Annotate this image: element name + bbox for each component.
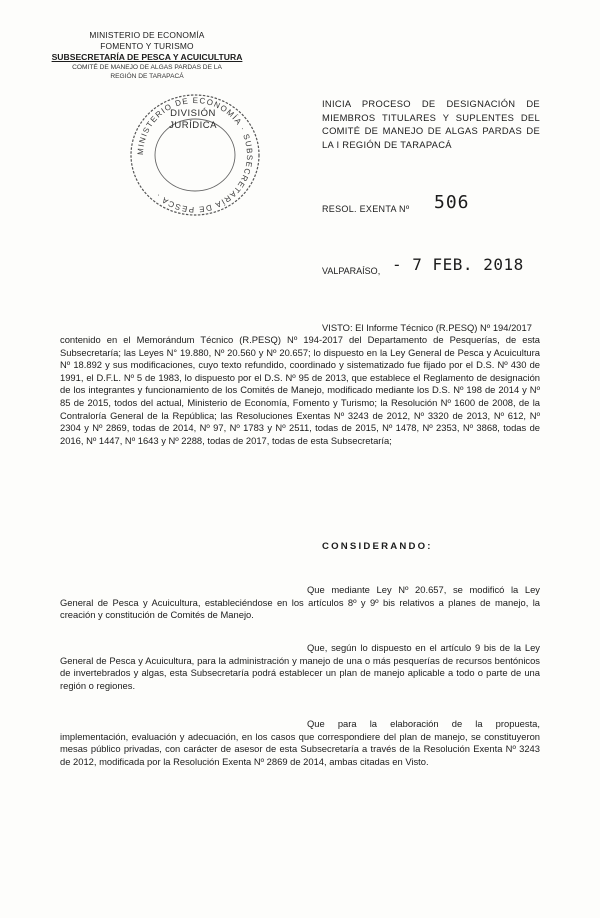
header-committee: COMITÉ DE MANEJO DE ALGAS PARDAS DE LA <box>72 64 222 71</box>
header-subsecretariat: SUBSECRETARÍA DE PESCA Y ACUICULTURA <box>51 52 243 62</box>
division-stamp-seal <box>120 80 270 230</box>
document-title: INICIA PROCESO DE DESIGNACIÓN DE MIEMBROS TITULARES Y SUPLENTES DEL COMITÉ DE MANEJO DE ALGAS PARDAS DE LA I REGIÓN DE TARAPACÁ <box>322 98 540 150</box>
stamp-center-text <box>158 108 228 132</box>
resolution-number: 506 <box>434 192 470 213</box>
considerando-heading: CONSIDERANDO: <box>322 541 433 552</box>
stamp-division: DIVISIÓN <box>170 108 216 119</box>
visto-first-line: VISTO: El Informe Técnico (R.PESQ) Nº 194/2017 <box>322 322 532 333</box>
considerando-paragraph: Que para la elaboración de la propuesta, implementación, evaluación y adecuación, en los casos que correspondiere del plan de manejo, se constituyeron mesas público privadas, con carácter de asesor de esta Subsecretaría a través de la Resolución Exenta Nº 3243 de 2012, modificada por la Resolución Exenta Nº 2869 de 2014, ambas citadas en Visto. <box>60 718 540 767</box>
ministry-header <box>42 30 252 81</box>
considerando-paragraph: Que mediante Ley Nº 20.657, se modificó la Ley General de Pesca y Acuicultura, estableciéndose en los artículos 8º y 9º bis relativos a planes de manejo, la creación y constitución de Comités de Manejo. <box>60 584 540 621</box>
header-ministry: MINISTERIO DE ECONOMÍA <box>89 30 205 40</box>
header-ministry-sub: FOMENTO Y TURISMO <box>100 41 194 51</box>
place: VALPARAÍSO, <box>322 266 381 276</box>
header-region: REGIÓN DE TARAPACÁ <box>110 73 184 80</box>
stamp-juridica: JURÍDICA <box>169 120 217 131</box>
date-stamp: - 7 FEB. 2018 <box>392 255 524 274</box>
visto-paragraph: contenido en el Memorándum Técnico (R.PESQ) Nº 194-2017 del Departamento de Pesquerías, de esta Subsecretaría; las Leyes N° 19.880, Nº 20.560 y Nº 20.657; lo dispuesto en la Ley General de Pesca y Acuicultura Nº 18.892 y sus modificaciones, cuyo texto refundido, coordinado y sistematizado fue fijado por el D.S. Nº 430 de 1991, el D.F.L. Nº 5 de 1983, lo dispuesto por el D.S. Nº 95 de 2013, que establece el Reglamento de designación de los integrantes y funcionamiento de los Comités de Manejo, modificado mediante los D.S. Nº 198 de 2014 y Nº 85 de 2015, todos del actual, Ministerio de Economía, Fomento y Turismo; la Resolución Nº 1600 de 2008, de la Contraloría General de la República; las Resoluciones Exentas Nº 3243 de 2012, Nº 3320 de 2013, Nº 612, Nº 2304 y Nº 2869, todas de 2014, Nº 97, Nº 1783 y Nº 2511, todas de 2015, Nº 1478, Nº 2353, Nº 3868, todas de 2016, Nº 1447, Nº 1643 y Nº 2288, todas de 2017, todas de esta Subsecretaría; <box>60 334 540 446</box>
stamp-ring-text: MINISTERIO DE ECONOMÍA · SUBSECRETARÍA DE PESCA · <box>135 95 255 215</box>
resolution-label: RESOL. EXENTA Nº <box>322 204 410 214</box>
considerando-paragraph: Que, según lo dispuesto en el artículo 9 bis de la Ley General de Pesca y Acuicultura, para la administración y manejo de una o más pesquerías de recursos bentónicos de invertebrados y algas, esta Subsecretaría podrá establecer un plan de manejo aplicable a todo o parte de una región o regiones. <box>60 642 540 691</box>
